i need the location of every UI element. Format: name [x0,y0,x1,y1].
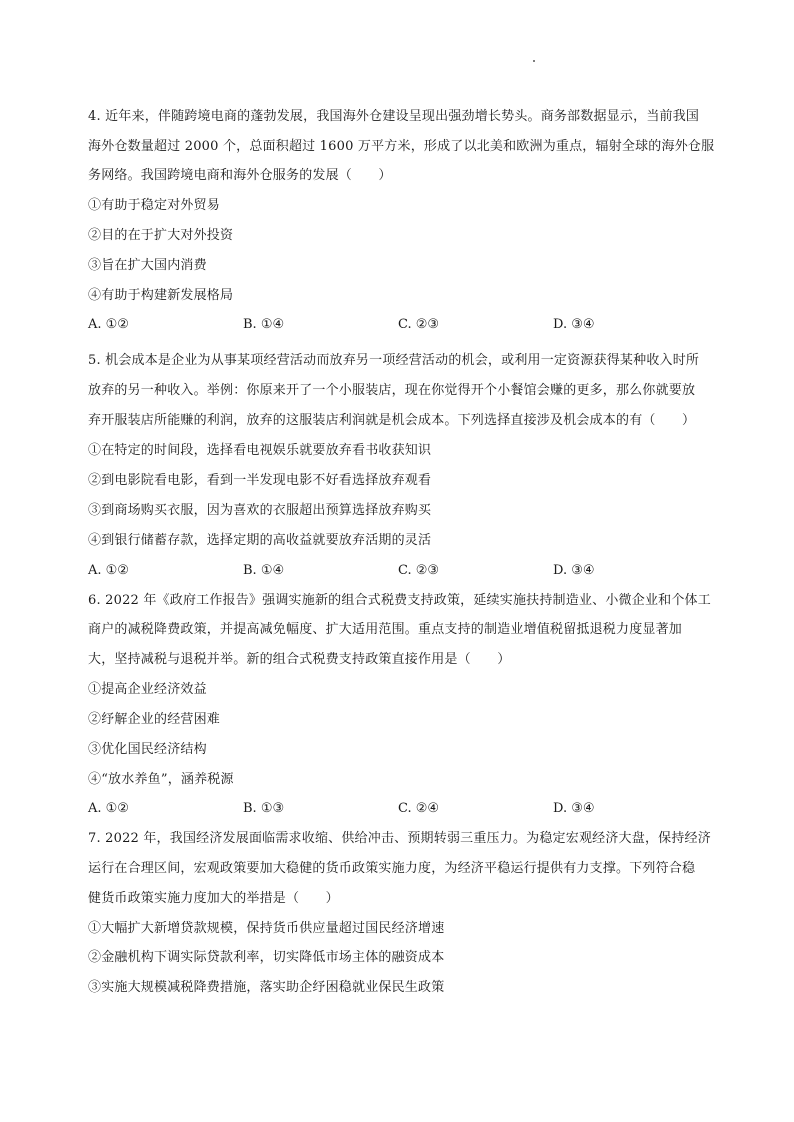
q4-item-1: ①有助于稳定对外贸易 [88,198,221,213]
q5-option-a: A. ①② [88,563,129,578]
q6-item-2: ②纾解企业的经营困难 [88,712,221,727]
q5-option-c: C. ②③ [398,563,440,578]
q6-item-1: ①提高企业经济效益 [88,682,207,697]
q7-stem-line-2: 运行在合理区间，宏观政策要加大稳健的货币政策实施力度，为经济平稳运行提供有力支撑。下列符合稳 [88,861,696,876]
q4-item-3: ③旨在扩大国内消费 [88,258,207,273]
q6-item-4: ④“放水养鱼”，涵养税源 [88,772,234,787]
q5-option-d: D. ③④ [553,563,595,578]
q7-item-2: ②金融机构下调实际贷款利率，切实降低市场主体的融资成本 [88,950,445,965]
q5-option-b: B. ①④ [243,563,285,578]
q5-item-4: ④到银行储蓄存款，选择定期的高收益就要放弃活期的灵活 [88,533,432,548]
q5-options [88,562,718,580]
q5-stem-line-2: 放弃的另一种收入。举例：你原来开了一个小服装店，现在你觉得开个小餐馆会赚的更多，那么你就要放 [88,383,696,398]
q7-stem-line-1: 7. 2022 年，我国经济发展面临需求收缩、供给冲击、预期转弱三重压力。为稳定宏观经济大盘，保持经济 [88,831,711,846]
q4-item-2: ②目的在于扩大对外投资 [88,228,234,243]
q5-item-1: ①在特定的时间段，选择看电视娱乐就要放弃看书收获知识 [88,443,432,458]
q6-option-c: C. ②④ [398,801,440,816]
q4-option-d: D. ③④ [553,317,595,332]
q6-stem-line-2: 商户的减税降费政策，并提高减免幅度、扩大适用范围。重点支持的制造业增值税留抵退税力度显著加 [88,622,683,637]
q7-item-1: ①大幅扩大新增贷款规模，保持货币供应量超过国民经济增速 [88,921,445,936]
q5-item-2: ②到电影院看电影，看到一半发现电影不好看选择放弃观看 [88,473,432,488]
q6-option-a: A. ①② [88,801,129,816]
q4-stem-line-3: 务网络。我国跨境电商和海外仓服务的发展（ ） [88,168,392,183]
q4-stem-line-1: 4. 近年来，伴随跨境电商的蓬勃发展，我国海外仓建设呈现出强劲增长势头。商务部数据显示，当前我国 [88,109,700,124]
q4-item-4: ④有助于构建新发展格局 [88,288,234,303]
q6-item-3: ③优化国民经济结构 [88,742,207,757]
q4-options [88,316,718,334]
q6-option-d: D. ③④ [553,801,595,816]
q5-item-3: ③到商场购买衣服，因为喜欢的衣服超出预算选择放弃购买 [88,503,432,518]
q5-stem-line-3: 弃开服装店所能赚的利润，放弃的这服装店利润就是机会成本。下列选择直接涉及机会成本的有（ ） [88,413,696,428]
q4-option-a: A. ①② [88,317,129,332]
q7-item-3: ③实施大规模减税降费措施，落实助企纾困稳就业保民生政策 [88,980,445,995]
q4-option-b: B. ①④ [243,317,285,332]
q7-stem-line-3: 健货币政策实施力度加大的举措是（ ） [88,891,339,906]
q6-stem-line-1: 6. 2022 年《政府工作报告》强调实施新的组合式税费支持政策，延续实施扶持制造业、小微企业和个体工 [88,593,711,608]
q4-option-c: C. ②③ [398,317,440,332]
q5-stem-line-1: 5. 机会成本是企业为从事某项经营活动而放弃另一项经营活动的机会，或利用一定资源获得某种收入时所 [88,353,700,368]
q4-stem-line-2: 海外仓数量超过 2000 个，总面积超过 1600 万平方米，形成了以北美和欧洲为重点，辐射全球的海外仓服 [88,139,715,154]
q6-option-b: B. ①③ [243,801,285,816]
scan-speck [533,60,535,62]
q6-stem-line-3: 大，坚持减税与退税并举。新的组合式税费支持政策直接作用是（ ） [88,652,511,667]
q6-options [88,800,718,818]
